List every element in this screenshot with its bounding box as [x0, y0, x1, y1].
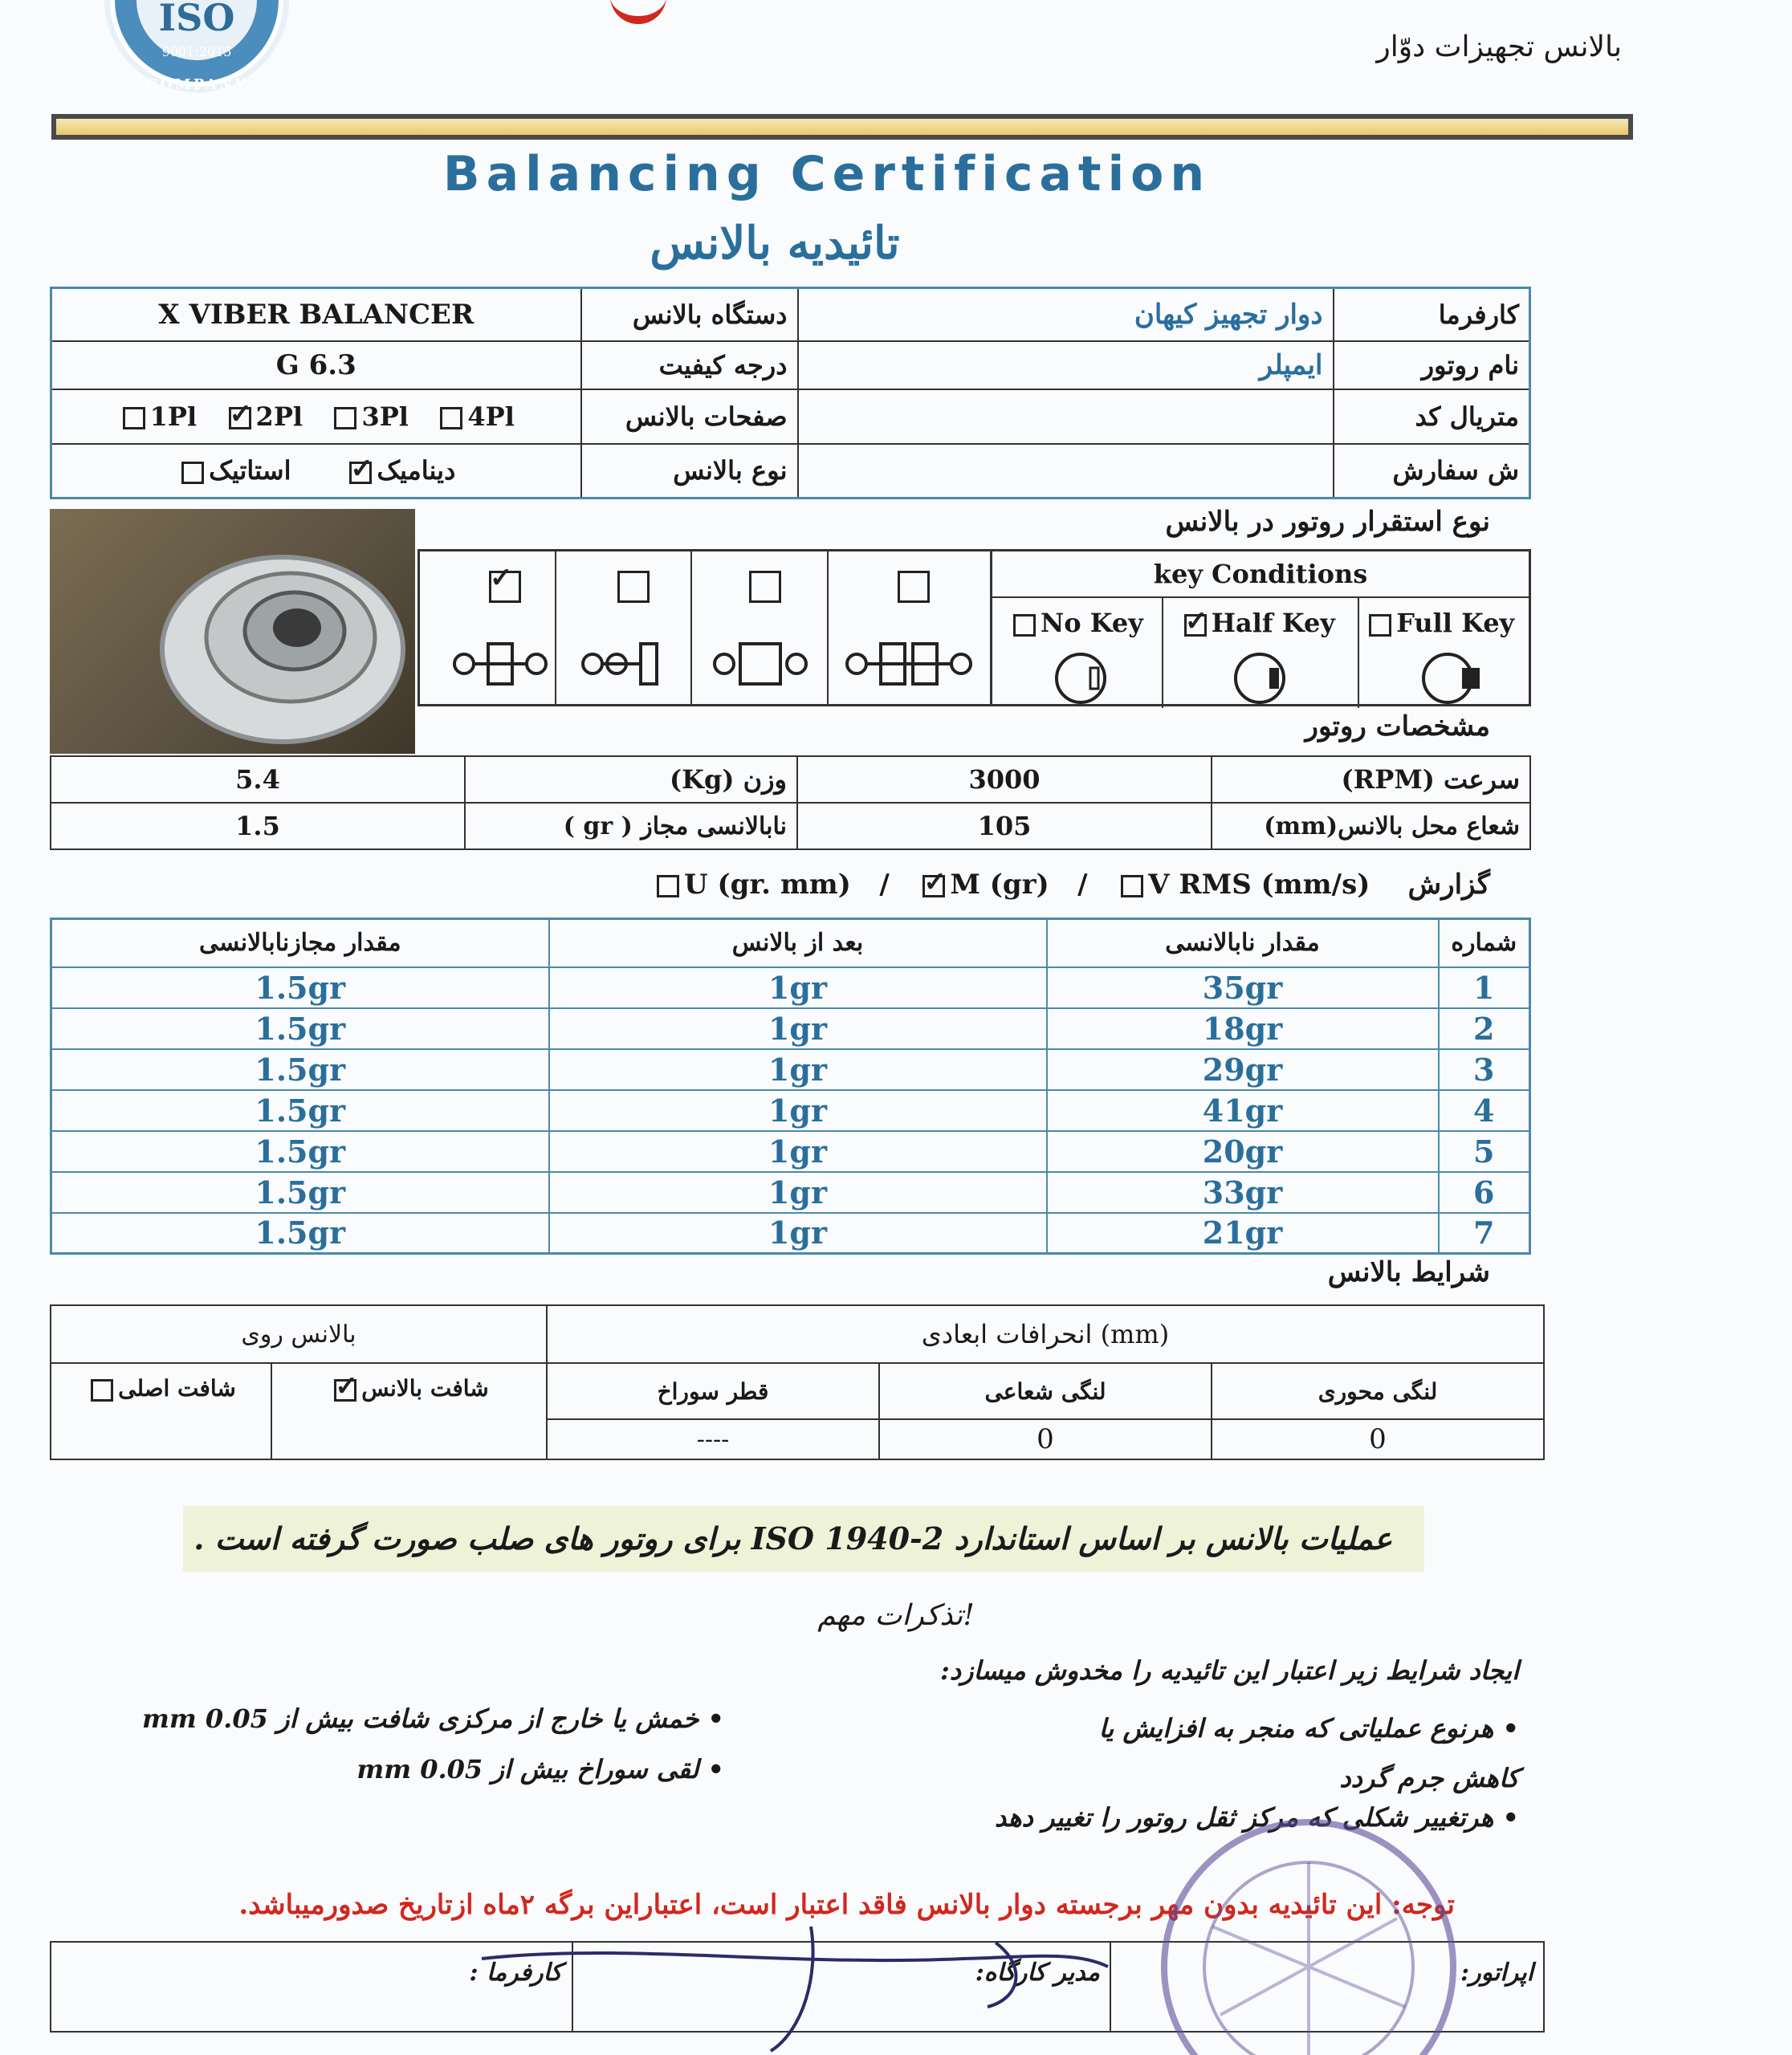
plane-2-checkbox[interactable] — [229, 407, 251, 429]
plane-4-checkbox[interactable] — [440, 407, 462, 429]
key-option-full-key[interactable]: Full Key — [1359, 598, 1529, 708]
report-m-option[interactable]: ✓M (gr) — [918, 869, 1049, 901]
manager-signature[interactable]: مدیر کارگاه: — [572, 1942, 1110, 2032]
number-cell: 2 — [1439, 1008, 1530, 1049]
unbalance-cell: 33gr — [1047, 1172, 1439, 1213]
table-row — [51, 1049, 1530, 1090]
table-row — [51, 1213, 1530, 1254]
plane-option-3[interactable]: 3Pl — [329, 401, 408, 432]
key-option-no-key[interactable]: No Key — [992, 598, 1163, 708]
allowed-cell: 1.5gr — [51, 1213, 549, 1254]
allowed-cell: 1.5gr — [51, 1090, 549, 1131]
material-label: متریال کد — [1334, 389, 1530, 444]
iso-company: COMPANY — [145, 76, 248, 93]
header-unbalance: مقدار نابالانسی — [1047, 919, 1439, 967]
mounting-option-1[interactable] — [420, 551, 556, 704]
plane-option-2[interactable]: ✓ 2Pl — [224, 401, 303, 432]
shaft-balance-checkbox[interactable] — [334, 1379, 356, 1402]
after-cell: 1gr — [549, 1131, 1047, 1172]
speed-label: سرعت (RPM) — [1212, 756, 1530, 803]
center-rotor-icon — [712, 640, 808, 688]
plane-option-4[interactable]: 4Pl — [435, 401, 514, 432]
allowed-cell: 1.5gr — [51, 1131, 549, 1172]
table-row — [51, 967, 1530, 1008]
header-number: شماره — [1439, 919, 1530, 967]
standard-note: عملیات بالانس بر اساس استاندارد ISO 1940-2 برای روتور های صلب صورت گرفته است . — [183, 1506, 1424, 1572]
mounting-option-4[interactable] — [829, 551, 990, 704]
number-cell: 1 — [1439, 967, 1530, 1008]
specs-table — [50, 755, 1531, 850]
axial-value: 0 — [1212, 1419, 1544, 1459]
balance-on-header: بالانس روی — [51, 1305, 547, 1363]
header-after: بعد از بالانس — [549, 919, 1047, 967]
allowed-cell: 1.5gr — [51, 967, 549, 1008]
shaft-balance-option[interactable]: شافت بالانس✓ — [271, 1363, 547, 1459]
iso-text: ISO — [158, 0, 235, 39]
overhung-single-icon — [580, 640, 677, 688]
rotor-photo — [50, 509, 415, 754]
order-label: ش سفارش — [1334, 444, 1530, 498]
specs-title: مشخصات روتور — [1305, 710, 1490, 743]
report-label: گزارش — [1407, 869, 1490, 901]
company-tagline: بالانس تجهیزات دوّار — [1376, 31, 1622, 63]
radius-label: شعاع محل بالانس(mm) — [1212, 803, 1530, 849]
notes-intro: ایجاد شرایط زیر اعتبار این تائیدیه را مخدوش میسازد: — [939, 1655, 1519, 1686]
table-row — [51, 1090, 1530, 1131]
iso-badge — [96, 0, 297, 104]
report-options: گزارش V RMS (mm/s) / ✓M (gr) / U (gr. mm) — [652, 869, 1490, 901]
note-item-1: • هرنوع عملیاتی که منجر به افزایش یا کاهش جرم گردد — [1098, 1713, 1519, 1793]
mounting-4-checkbox[interactable] — [898, 571, 930, 603]
material-value — [798, 389, 1334, 444]
mounting-3-checkbox[interactable] — [749, 571, 781, 603]
device-value: X VIBER BALANCER — [51, 288, 581, 341]
conditions-table — [50, 1304, 1545, 1460]
weight-value: 5.4 — [51, 756, 465, 803]
title-en: Balancing Certification — [442, 146, 1212, 202]
number-cell: 7 — [1439, 1213, 1530, 1254]
note-item-3: • خمش یا خارج از مرکزی شافت بیش از 0.05 mm — [142, 1703, 724, 1734]
unbalance-cell: 29gr — [1047, 1049, 1439, 1090]
plane-1-checkbox[interactable] — [123, 407, 145, 429]
deviation-header: انحرافات ابعادی (mm) — [547, 1305, 1544, 1363]
planes-options — [51, 389, 581, 444]
vrms-checkbox[interactable] — [1121, 875, 1143, 897]
table-row — [51, 1172, 1530, 1213]
half-key-checkbox[interactable] — [1184, 614, 1207, 637]
unbalance-cell: 41gr — [1047, 1090, 1439, 1131]
after-cell: 1gr — [549, 1172, 1047, 1213]
unbalance-cell: 35gr — [1047, 967, 1439, 1008]
radius-value: 105 — [797, 803, 1212, 849]
after-cell: 1gr — [549, 1090, 1047, 1131]
plane-option-1[interactable]: 1Pl — [118, 401, 197, 432]
rotor-name-value: ایمپلر — [798, 341, 1334, 389]
unbalance-cell: 20gr — [1047, 1131, 1439, 1172]
number-cell: 4 — [1439, 1090, 1530, 1131]
key-conditions-title: key Conditions — [992, 551, 1529, 598]
main-shaft-checkbox[interactable] — [91, 1379, 113, 1402]
after-cell: 1gr — [549, 1213, 1047, 1254]
radial-value: 0 — [879, 1419, 1212, 1459]
operator-signature[interactable]: اپراتور: — [1110, 1942, 1544, 2032]
unbalance-cell: 18gr — [1047, 1008, 1439, 1049]
handwritten-signature — [466, 1911, 1124, 2055]
conditions-title: شرایط بالانس — [1327, 1256, 1490, 1288]
validity-warning: توجه: این تائیدیه بدون مهر برجسته دوار بالانس فاقد اعتبار است، اعتباراین برگه ۲ماه ازتاریخ صدورمیباشد. — [238, 1889, 1455, 1921]
allow-label: نابالانسی مجاز ( gr ) — [465, 803, 797, 849]
main-shaft-option[interactable]: شافت اصلی — [51, 1363, 271, 1459]
full-key-checkbox[interactable] — [1369, 614, 1391, 637]
no-key-icon — [1049, 650, 1113, 706]
after-cell: 1gr — [549, 1008, 1047, 1049]
rotor-name-label: نام روتور — [1334, 341, 1530, 389]
full-key-icon — [1415, 650, 1488, 706]
plane-3-checkbox[interactable] — [334, 407, 356, 429]
header-allowed: مقدار مجازنابالانسی — [51, 919, 549, 967]
mounting-title: نوع استقرار روتور در بالانس — [1165, 506, 1490, 538]
iso-standard: 9001:2015 — [161, 44, 232, 59]
no-key-checkbox[interactable] — [1013, 614, 1036, 637]
mounting-option-2[interactable] — [556, 551, 693, 704]
bore-value: ---- — [547, 1419, 879, 1459]
mounting-1-checkbox[interactable] — [489, 571, 521, 603]
radial-label: لنگی شعاعی — [879, 1363, 1212, 1419]
allowed-cell: 1.5gr — [51, 1172, 549, 1213]
info-table — [50, 287, 1531, 499]
speed-value: 3000 — [797, 756, 1212, 803]
key-option-half-key[interactable]: ✓ Half Key — [1163, 598, 1359, 708]
allowed-cell: 1.5gr — [51, 1008, 549, 1049]
m-checkbox[interactable] — [922, 875, 945, 897]
allowed-cell: 1.5gr — [51, 1049, 549, 1090]
report-vrms-option[interactable]: V RMS (mm/s) — [1116, 869, 1370, 901]
company-stamp — [1140, 1806, 1477, 2055]
dynamic-option[interactable]: دینامیک✓ — [344, 455, 455, 486]
table-row — [51, 1131, 1530, 1172]
after-cell: 1gr — [549, 967, 1047, 1008]
order-value — [798, 444, 1334, 498]
number-cell: 5 — [1439, 1131, 1530, 1172]
results-header — [51, 919, 1530, 967]
planes-label: صفحات بالانس — [581, 389, 798, 444]
logo-fragment — [610, 0, 666, 24]
dynamic-checkbox[interactable] — [349, 462, 372, 484]
note-item-4: • لقی سوراخ بیش از 0.05 mm — [356, 1754, 724, 1784]
number-cell: 6 — [1439, 1172, 1530, 1213]
mounting-configs — [417, 549, 992, 706]
axial-label: لنگی محوری — [1212, 1363, 1544, 1419]
static-option[interactable]: استاتیک — [177, 455, 291, 486]
number-cell: 3 — [1439, 1049, 1530, 1090]
table-row — [51, 1008, 1530, 1049]
notes-title: تذکرات مهم! — [817, 1599, 975, 1632]
balance-type-options — [51, 444, 581, 498]
balance-type-label: نوع بالانس — [581, 444, 798, 498]
gold-divider — [51, 114, 1633, 140]
employer-value: دوار تجهیز کیهان — [798, 288, 1334, 341]
mounting-option-3[interactable] — [692, 551, 829, 704]
client-signature[interactable]: کارفرما : — [51, 1942, 572, 2032]
static-checkbox[interactable] — [181, 462, 204, 484]
quality-label: درجه کیفیت — [581, 341, 798, 389]
u-checkbox[interactable] — [657, 875, 679, 897]
unbalance-cell: 21gr — [1047, 1213, 1439, 1254]
mounting-2-checkbox[interactable] — [617, 571, 650, 603]
bore-label: قطر سوراخ — [547, 1363, 879, 1419]
title-fa: تائیدیه بالانس — [650, 217, 900, 270]
employer-label: کارفرما — [1334, 288, 1530, 341]
allow-value: 1.5 — [51, 803, 465, 849]
quality-value: G 6.3 — [51, 341, 581, 389]
device-label: دستگاه بالانس — [581, 288, 798, 341]
weight-label: وزن (Kg) — [465, 756, 797, 803]
half-key-icon — [1228, 650, 1292, 706]
double-rotor-icon — [845, 640, 973, 688]
results-table — [50, 918, 1531, 1255]
report-u-option[interactable]: U (gr. mm) — [652, 869, 851, 901]
note-item-2: • هرتغییر شکلی که مرکز ثقل روتور را تغییر دهد — [994, 1802, 1519, 1833]
key-conditions — [992, 549, 1531, 706]
shaft-both-ends-icon — [452, 640, 548, 688]
after-cell: 1gr — [549, 1049, 1047, 1090]
